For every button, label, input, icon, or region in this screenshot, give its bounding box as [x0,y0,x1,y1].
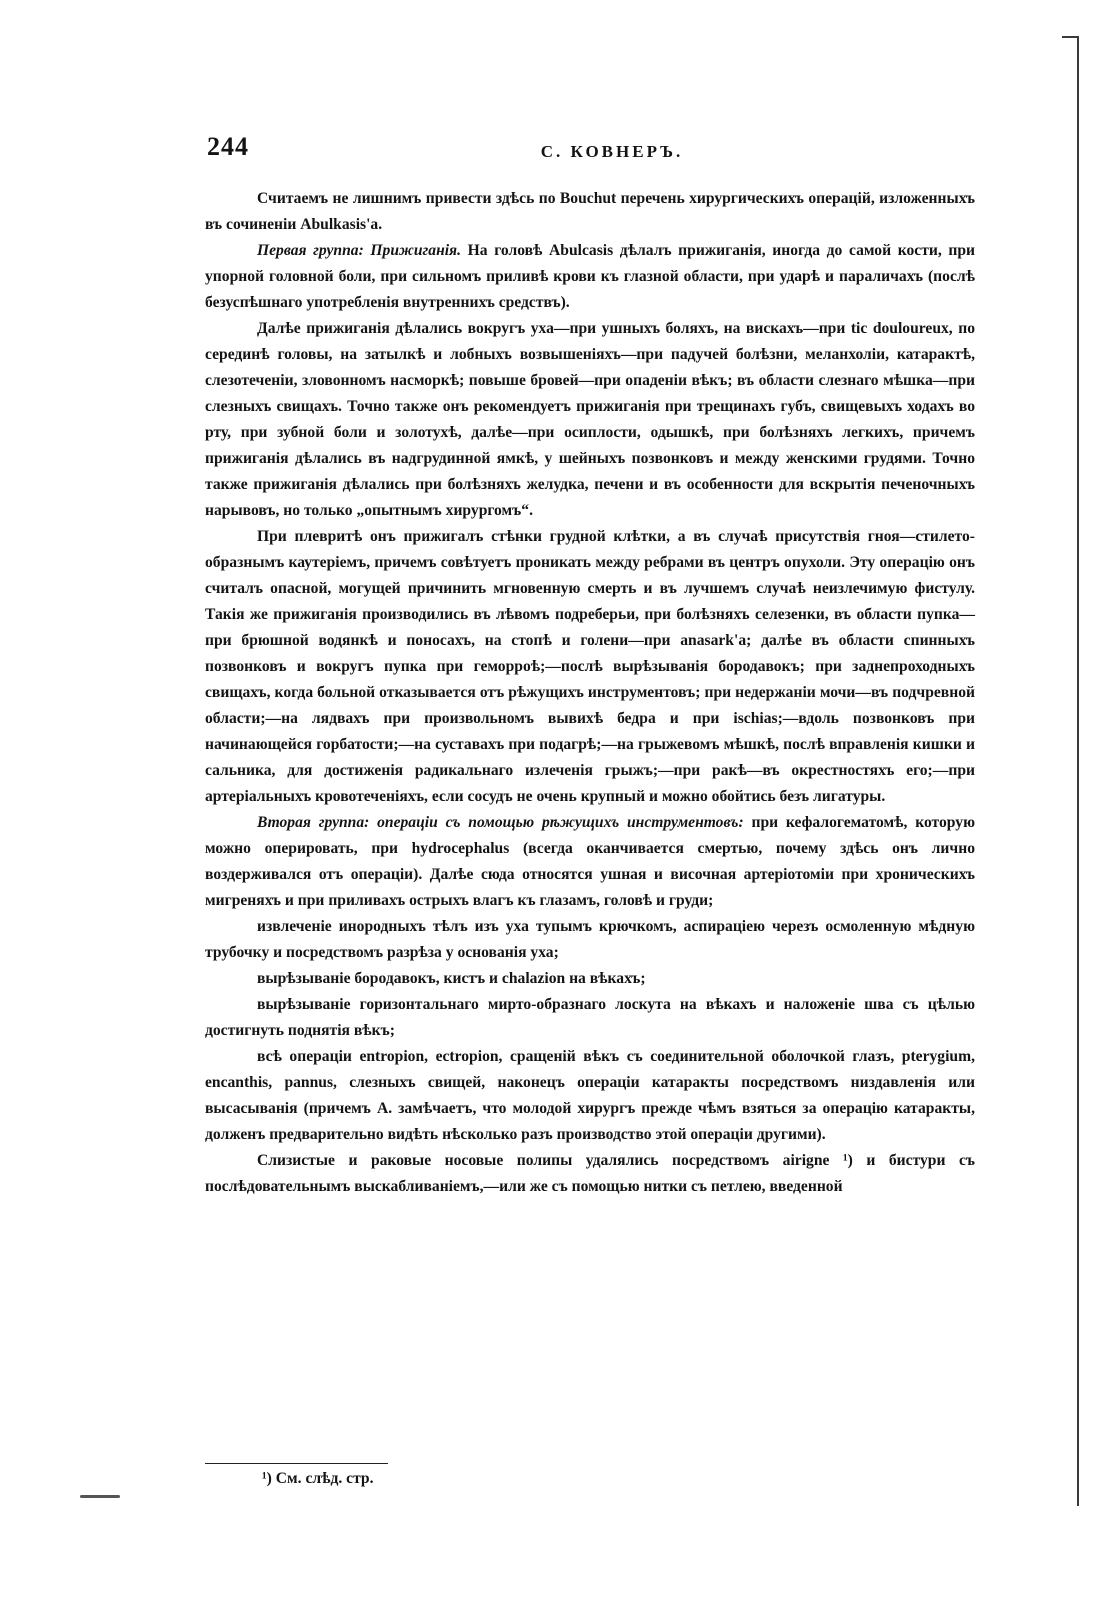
paragraph: Считаемъ не лишнимъ привести здѣсь по Bouchut перечень хирургическихъ операцій, изложенныхъ въ сочиненіи Abulkasis'а. [205,190,975,233]
paragraph: Слизистые и раковые носовые полипы удалялись посредствомъ airigne ¹) и бистури съ послѣдовательнымъ выскабливаніемъ,—или же съ помощью нитки съ петлею, введенной [205,1152,975,1195]
scan-mark [80,1495,120,1498]
running-head: С. КОВНЕРЪ. [540,142,684,161]
page-header [207,132,977,168]
footnote: ¹) См. слѣд. стр. [262,1470,374,1487]
paragraph: всѣ операціи entropion, ectropion, сращеній вѣкъ съ соединительной оболочкой глазъ, pterygium, encanthis, pannus, слезныхъ свищей, наконецъ операціи катаракты посредствомъ низдавленія или высасыванія (причемъ А. замѣчаетъ, что молодой хирургъ прежде чѣмъ взяться за операцію катаракты, долженъ предварительно видѣть нѣсколько разъ производство этой операціи другими). [205,1048,975,1143]
body-text [205,186,975,1200]
paragraph: вырѣзываніе горизонтальнаго мирто-образнаго лоскута на вѣкахъ и наложеніе шва съ цѣлью достигнуть поднятія вѣкъ; [205,996,975,1039]
scan-edge-line [1077,36,1079,1506]
paragraph: Далѣе прижиганія дѣлались вокругъ уха—при ушныхъ боляхъ, на вискахъ—при tic douloureux, по серединѣ головы, на затылкѣ и лобныхъ возвышеніяхъ—при падучей болѣзни, меланхоліи, катарактѣ, слезотеченіи, зловонномъ насморкѣ; повыше бровей—при опаденіи вѣкъ; въ области слезнаго мѣшка—при слезныхъ свищахъ. Точно также онъ рекомендуетъ прижиганія при трещинахъ губъ, свищевыхъ ходахъ во рту, при зубной боли и золотухѣ, далѣе—при осиплости, одышкѣ, при болѣзняхъ легкихъ, причемъ прижиганія дѣлались въ надгрудинной ямкѣ, у шейныхъ позвонковъ и между женскими грудями. Точно также прижиганія дѣлались при болѣзняхъ желудка, печени и въ особенности для вскрытія печеночныхъ нарывовъ, но только „опытнымъ хирургомъ“. [205,320,975,519]
paragraph [205,810,975,914]
section-lead: Вторая группа: операціи съ помощью рѣжущихъ инструментовъ: [257,814,744,831]
section-lead: Первая группа: Прижиганія. [257,242,461,259]
paragraph-text: при кефалогематомѣ, которую можно оперировать, при hydrocephalus (всегда оканчивается смертью, почему здѣсь онъ лично воздерживался отъ операціи). Далѣе сюда относятся ушная и височная артеріотоміи при хроническихъ мигреняхъ и при приливахъ острыхъ влагъ къ глазамъ, головѣ и груди; [205,814,975,909]
paragraph-text: На головѣ Abulcasis дѣлалъ прижиганія, иногда до самой кости, при упорной головной боли, при сильномъ приливѣ крови къ глазной области, при ударѣ и параличахъ (послѣ безуспѣшнаго употребленія внутреннихъ средствъ). [205,242,976,311]
paragraph: извлеченіе инородныхъ тѣлъ изъ уха тупымъ крючкомъ, аспираціею черезъ осмоленную мѣдную трубочку и посредствомъ разрѣза у основанія уха; [205,918,975,961]
paragraph [205,238,975,316]
paragraph: При плевритѣ онъ прижигалъ стѣнки грудной клѣтки, а въ случаѣ присутствія гноя—стилето-образнымъ каутеріемъ, причемъ совѣтуетъ проникать между ребрами въ центръ опухоли. Эту операцію онъ считалъ опасной, могущей причинить мгновенную смерть и въ лучшемъ случаѣ неизлечимую фистулу. Такія же прижиганія производились въ лѣвомъ подреберьи, при болѣзняхъ селезенки, въ области пупка—при брюшной водянкѣ и поносахъ, на стопѣ и голени—при anasark'а; далѣе въ области спинныхъ позвонковъ и вокругъ пупка при геморроѣ;—послѣ вырѣзыванія бородавокъ; при заднепроходныхъ свищахъ, когда больной отказывается отъ рѣжущихъ инструментовъ; при недержаніи мочи—въ подчревной области;—на лядвахъ при произвольномъ вывихѣ бедра и при ischias;—вдоль позвонковъ при начинающейся горбатости;—на суставахъ при подагрѣ;—на грыжевомъ мѣшкѣ, послѣ вправленія кишки и сальника, для достиженія радикальнаго излеченія грыжъ;—при ракѣ—въ окрестностяхъ его;—при артеріальныхъ кровотеченіяхъ, если сосудъ не очень крупный и можно обойтись безъ лигатуры. [205,528,975,805]
page-number: 244 [207,132,249,161]
scan-edge-tick [1062,36,1079,38]
footnote-rule [205,1463,388,1464]
paragraph: вырѣзываніе бородавокъ, кистъ и chalazion на вѣкахъ; [257,970,646,987]
